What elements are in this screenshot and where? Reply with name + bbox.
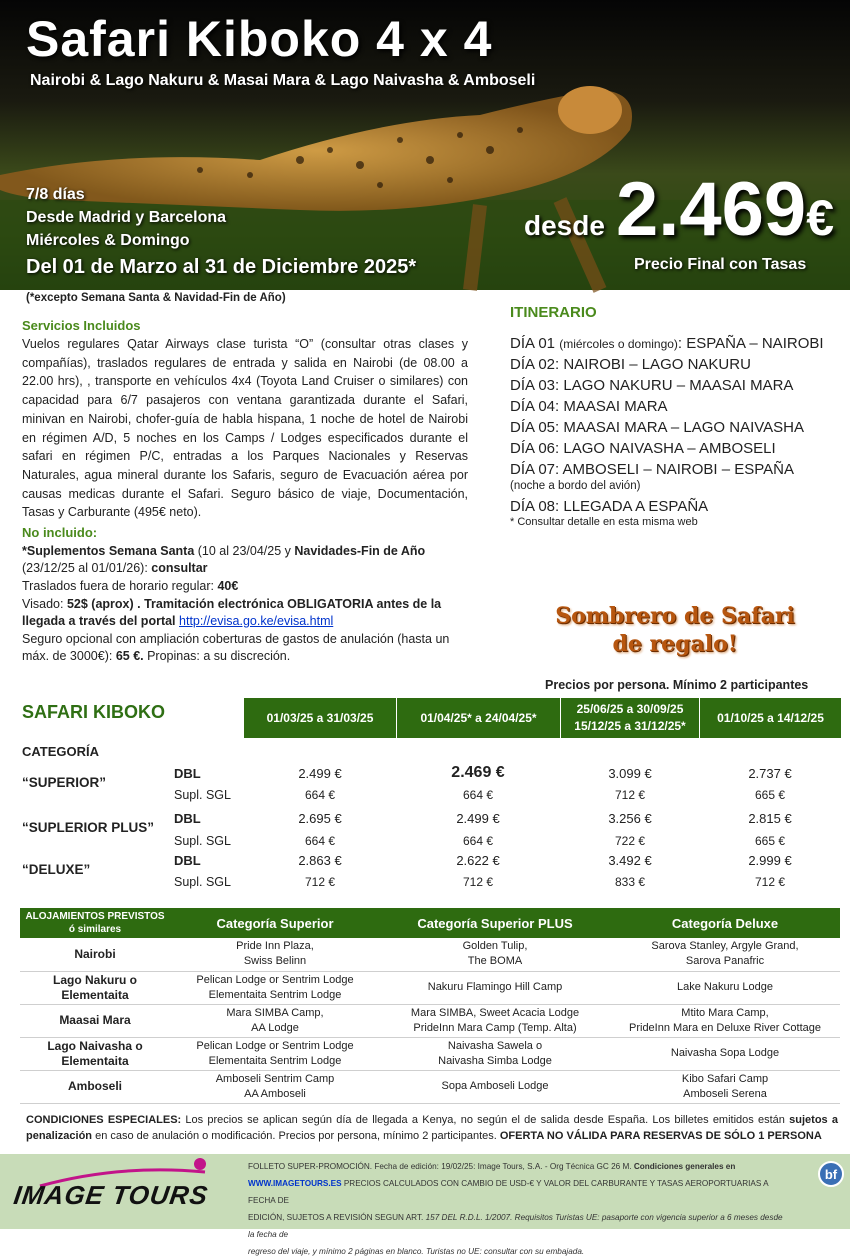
lodging-hotels: Sopa Amboseli Lodge: [380, 1070, 610, 1103]
category-name: “SUPLERIOR PLUS”: [22, 820, 155, 835]
currency-symbol: €: [806, 190, 834, 246]
services-text: Vuelos regulares Qatar Airways clase turista “O” (consultar otras clases y compañías), traslados regulares de entrada y salida en Nairobi (de 08.00 a 22.00 hrs), , transporte en vehículos 4x4 (Toyota Land Cruiser o similares) con capacidad para 6/7 pasajeros con ventana garantizada durante el Safari, minivan en Nairobi, chofer-guía de habla hispana, 1 noche de hotel de Nairobi en régimen A/D, 5 noches en los Camps / Lodges especificados durante el safari en régimen P/C, entradas a los Parques Nacionales y Reservas Naturales, agua mineral durante los Safaris, seguro de Evacuación aérea por causas medicas durante el Safari. Seguro básico de viaje, Documentación, Tasas y Carburante (495€ neto).: [22, 337, 468, 520]
lodging-header-deluxe: Categoría Deluxe: [610, 908, 840, 938]
hero-price: [616, 166, 834, 253]
lodging-location: Lago Nakuru o Elementaita: [20, 971, 170, 1004]
lodging-location: Nairobi: [20, 938, 170, 971]
not-included-line-7: máx. de 3000€): 65 €. Propinas: a su discreción.: [22, 649, 291, 663]
lodging-header-superior: Categoría Superior: [170, 908, 380, 938]
lodging-hotels: Kibo Safari Camp Amboseli Serena: [610, 1070, 840, 1103]
category-heading: CATEGORÍA: [22, 744, 100, 759]
dbl-price: 2.695 €: [298, 811, 342, 826]
not-included-heading: No incluido:: [22, 525, 98, 540]
lodging-location: Maasai Mara: [20, 1004, 170, 1037]
lodging-header-location: ALOJAMIENTOS PREVISTOS ó similares: [20, 908, 170, 938]
not-included-line-2: (23/12/25 al 01/01/26): consultar: [22, 561, 208, 575]
itinerary-day-7: DÍA 07: AMBOSELI – NAIROBI – ESPAÑA: [510, 461, 795, 478]
not-included-line-4: Visado: 52$ (aprox) . Tramitación electrónica OBLIGATORIA antes de la: [22, 597, 442, 611]
lodging-hotels: Naivasha Sopa Lodge: [610, 1037, 840, 1070]
lodging-table: [20, 908, 840, 1104]
category-name: “SUPERIOR”: [22, 775, 107, 790]
dbl-price: 2.622 €: [456, 853, 500, 868]
lodging-hotels: Pelican Lodge or Sentrim Lodge Elementaita Sentrim Lodge: [170, 971, 380, 1004]
dbl-label: DBL: [174, 853, 201, 868]
dbl-price: 2.815 €: [748, 811, 792, 826]
lodging-hotels: Amboseli Sentrim Camp AA Amboseli: [170, 1070, 380, 1103]
sgl-price: 722 €: [614, 834, 646, 848]
price-col-header-4: 01/10/25 a 14/12/25: [700, 698, 841, 738]
dbl-price: 3.256 €: [608, 811, 652, 826]
itinerary-day-5: DÍA 05: MAASAI MARA – LAGO NAIVASHA: [510, 419, 804, 436]
itinerary-day-7-note: (noche a bordo del avión): [510, 480, 641, 492]
lodging-row: [20, 1037, 840, 1070]
lodging-location: Amboseli: [20, 1070, 170, 1103]
not-included-line-1: *Suplementos Semana Santa (10 al 23/04/25 y Navidades-Fin de Año: [22, 544, 426, 558]
special-conditions: CONDICIONES ESPECIALES: Los precios se aplican según día de llegada a Kenya, no según el de salida desde España. Los billetes emitidos están sujetos a penalización en caso de anulación o modificación. Precios por persona, mínimo 2 participantes. OFERTA NO VÁLIDA PARA RESERVAS DE SÓLO 1 PERSONA: [26, 1114, 838, 1142]
price-col-header-3: 25/06/25 a 30/09/25 15/12/25 a 31/12/25*: [561, 698, 699, 738]
sgl-label: Supl. SGL: [174, 834, 231, 848]
lodging-location: Lago Naivasha o Elementaita: [20, 1037, 170, 1070]
itinerary-heading: ITINERARIO: [510, 304, 597, 321]
dbl-price: 2.737 €: [748, 766, 792, 781]
duration: 7/8 días: [26, 186, 85, 203]
sgl-price: 712 €: [754, 875, 786, 889]
itinerary-day-1: DÍA 01 (miércoles o domingo): ESPAÑA – NAIROBI: [510, 335, 824, 352]
not-included-line-5: llegada a través del portal http://evisa.go.ke/evisa.html: [22, 614, 334, 628]
itinerary-day-8: DÍA 08: LLEGADA A ESPAÑA: [510, 498, 709, 515]
sgl-price: 664 €: [462, 834, 494, 848]
hero-banner: [0, 0, 850, 290]
price-table-title: SAFARI KIBOKO: [22, 702, 166, 722]
sgl-price: 664 €: [304, 788, 336, 802]
evisa-link[interactable]: http://evisa.go.ke/evisa.html: [179, 614, 334, 628]
price-from-label: desde: [524, 210, 605, 241]
lodging-hotels: Pride Inn Plaza, Swiss Belinn: [170, 938, 380, 971]
itinerary-note: * Consultar detalle en esta misma web: [510, 516, 698, 528]
price-value: 2.469: [616, 167, 807, 252]
company-logo: IMAGE TOURS: [11, 1180, 211, 1210]
dbl-label: DBL: [174, 811, 201, 826]
dbl-price: 3.099 €: [608, 766, 652, 781]
lodging-hotels: Lake Nakuru Lodge: [610, 971, 840, 1004]
route-subtitle: Nairobi & Lago Nakuru & Masai Mara & Lago Naivasha & Amboseli: [30, 72, 536, 89]
price-col-header-1: 01/03/25 a 31/03/25: [244, 698, 396, 738]
sgl-price: 665 €: [754, 788, 786, 802]
lodging-row: [20, 971, 840, 1004]
website-link[interactable]: WWW.IMAGETOURS.ES: [248, 1179, 342, 1188]
sgl-price: 712 €: [304, 875, 336, 889]
sgl-price: 665 €: [754, 834, 786, 848]
dbl-price: 2.499 €: [456, 811, 500, 826]
sgl-price: 833 €: [614, 875, 646, 889]
itinerary-day-2: DÍA 02: NAIROBI – LAGO NAKURU: [510, 356, 751, 373]
per-person-note: Precios por persona. Mínimo 2 participantes: [545, 678, 809, 692]
itinerary-day-3: DÍA 03: LAGO NAKURU – MAASAI MARA: [510, 377, 794, 394]
itinerary-day-4: DÍA 04: MAASAI MARA: [510, 398, 668, 415]
not-included-line-3: Traslados fuera de horario regular: 40€: [22, 579, 239, 593]
gift-banner: Sombrero de Safari de regalo!: [555, 603, 795, 657]
lodging-hotels: Naivasha Sawela o Naivasha Simba Lodge: [380, 1037, 610, 1070]
departure-days: Miércoles & Domingo: [26, 232, 190, 249]
lodging-hotels: Nakuru Flamingo Hill Camp: [380, 971, 610, 1004]
lodging-row: [20, 938, 840, 971]
lodging-hotels: Pelican Lodge or Sentrim Lodge Elementaita Sentrim Lodge: [170, 1037, 380, 1070]
price-col-header-2: 01/04/25* a 24/04/25*: [397, 698, 560, 738]
sgl-label: Supl. SGL: [174, 875, 231, 889]
sgl-price: 712 €: [614, 788, 646, 802]
logo-dot-icon: [194, 1158, 206, 1170]
page-title: Safari Kiboko 4 x 4: [26, 11, 493, 67]
dbl-label: DBL: [174, 766, 201, 781]
sgl-label: Supl. SGL: [174, 788, 231, 802]
dbl-price: 2.469 €: [451, 764, 505, 781]
lodging-hotels: Golden Tulip, The BOMA: [380, 938, 610, 971]
sgl-price: 664 €: [462, 788, 494, 802]
dbl-price: 2.863 €: [298, 853, 342, 868]
dbl-price: 2.499 €: [298, 766, 342, 781]
price-note: Precio Final con Tasas: [634, 256, 807, 273]
itinerary-day-6: DÍA 06: LAGO NAIVASHA – AMBOSELI: [510, 440, 776, 457]
date-range: Del 01 de Marzo al 31 de Diciembre 2025*: [26, 256, 417, 278]
dbl-price: 2.999 €: [748, 853, 792, 868]
lodging-row: [20, 1004, 840, 1037]
not-included-line-6: Seguro opcional con ampliación coberturas de gastos de anulación (hasta un: [22, 632, 450, 646]
sgl-price: 664 €: [304, 834, 336, 848]
lodging-row: [20, 1070, 840, 1103]
lodging-hotels: Mara SIMBA, Sweet Acacia Lodge PrideInn Mara Camp (Temp. Alta): [380, 1004, 610, 1037]
dbl-price: 3.492 €: [608, 853, 652, 868]
sgl-price: 712 €: [462, 875, 494, 889]
lodging-hotels: Mtito Mara Camp, PrideInn Mara en Deluxe River Cottage: [610, 1004, 840, 1037]
lodging-header-superior-plus: Categoría Superior PLUS: [380, 908, 610, 938]
lodging-hotels: Mara SIMBA Camp, AA Lodge: [170, 1004, 380, 1037]
date-exception: (*excepto Semana Santa & Navidad-Fin de Año): [26, 292, 286, 304]
origin: Desde Madrid y Barcelona: [26, 209, 227, 226]
lodging-hotels: Sarova Stanley, Argyle Grand, Sarova Panafric: [610, 938, 840, 971]
services-heading: Servicios Incluidos: [22, 318, 141, 333]
footer-legal-text: FOLLETO SUPER-PROMOCIÓN. Fecha de edición: 19/02/25: Image Tours, S.A. - Org Técnica GC 26 M. Condiciones generales en WWW.IMAGETOURS.ES PRECIOS CALCULADOS CON CAMBIO DE USD-€ Y VALOR DEL CARBURANTE Y TASAS AEROPORTUARIAS A FECHA DE EDICIÓN, SUJETOS A REVISIÓN SEGUN ART. 157 DEL R.D.L. 1/2007. Requisitos Turistas UE: pasaporte con vigencia superior a 6 meses desde la fecha de regreso del viaje, y mínimo 2 páginas en blanco. Turistas no UE: consultar con su embajada.: [248, 1162, 783, 1256]
category-name: “DELUXE”: [22, 862, 91, 877]
bf-badge-icon: bf: [818, 1161, 844, 1187]
